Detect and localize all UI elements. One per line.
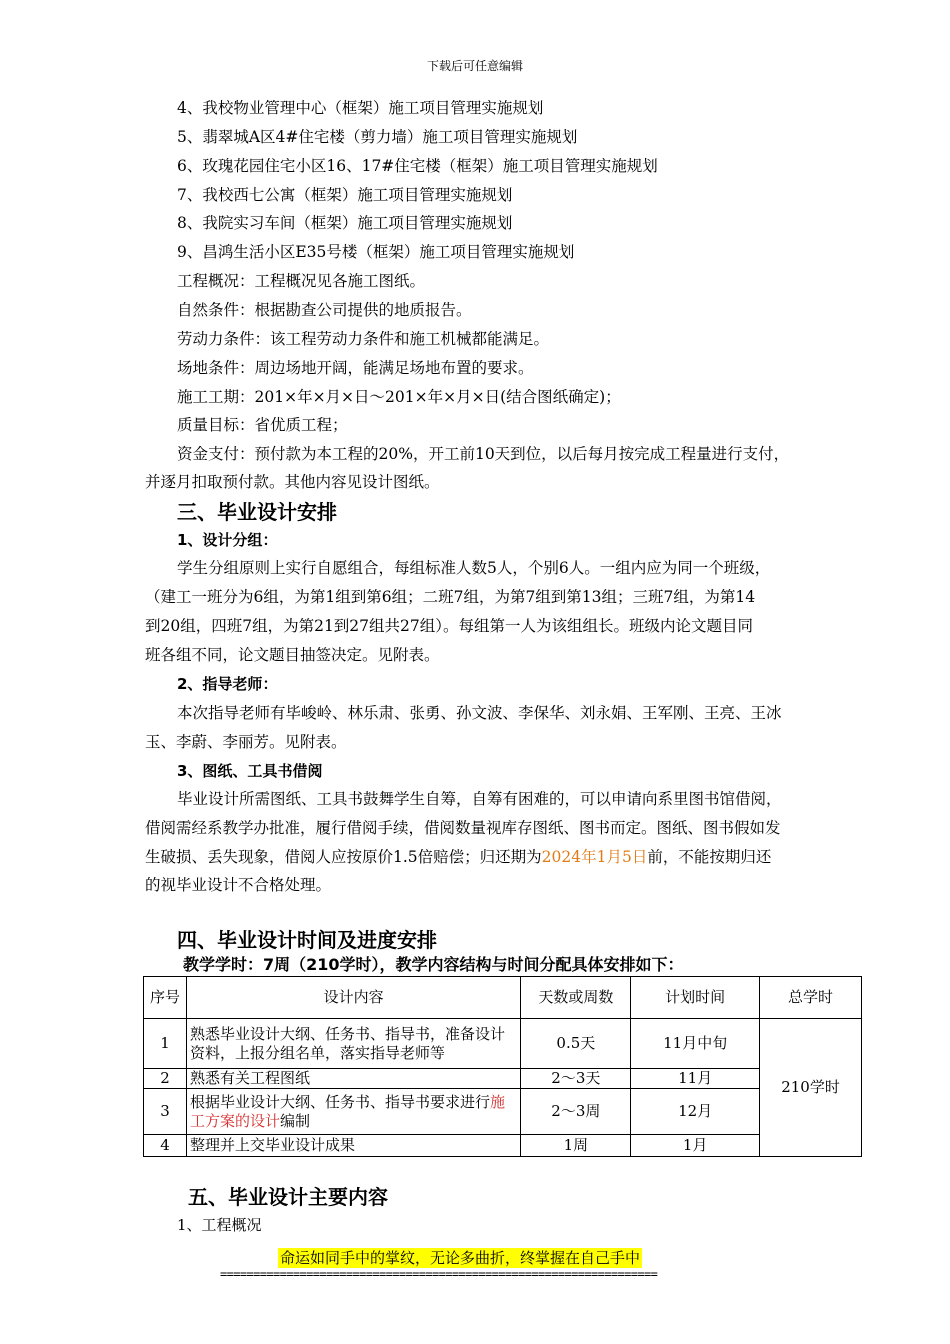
- grouping-line-2: （建工一班分为6组，为第1组到第6组；二班7组，为第7组到第13组；三班7组，为第14: [145, 588, 756, 606]
- section-4-title: 四、毕业设计时间及进度安排: [177, 928, 437, 952]
- borrowing-line-2: 借阅需经系教学办批准，履行借阅手续，借阅数量视库存图纸、图书而定。图纸、图书假如发: [145, 819, 781, 837]
- header-content: 设计内容: [186, 977, 520, 1019]
- row-duration: 0.5天: [521, 1019, 631, 1069]
- section-3-title: 三、毕业设计安排: [177, 500, 337, 524]
- row-content: 整理并上交毕业设计成果: [186, 1135, 520, 1157]
- header-total-hours: 总学时: [760, 977, 862, 1019]
- row-content-pre: 根据毕业设计大纲、任务书、指导书要求进行: [189, 1092, 490, 1111]
- footer-motto: 命运如同手中的掌纹，无论多曲折，终掌握在自己手中: [280, 1249, 641, 1267]
- row-content: 熟悉有关工程图纸: [186, 1069, 520, 1089]
- table-header-row: [144, 977, 862, 1019]
- advisors-line-1: 本次指导老师有毕峻岭、林乐肃、张勇、孙文波、李保华、刘永娟、王军刚、王亮、王冰: [177, 704, 782, 722]
- row-content: [186, 1089, 520, 1135]
- list-item: 5、翡翠城A区4#住宅楼（剪力墙）施工项目管理实施规划: [177, 128, 578, 146]
- borrowing-line-3: [145, 846, 771, 868]
- table-row: [144, 1019, 862, 1069]
- row-content-highlight: 施工方案的设计: [189, 1092, 505, 1130]
- row-no: 1: [144, 1019, 187, 1069]
- project-overview: 工程概况：工程概况见各施工图纸。: [177, 272, 426, 290]
- quality-target: 质量目标：省优质工程；: [177, 416, 348, 434]
- row-no: 3: [144, 1089, 187, 1135]
- list-item: 9、昌鸿生活小区E35号楼（框架）施工项目管理实施规划: [177, 243, 575, 261]
- grouping-line-4: 班各组不同，论文题目抽签决定。见附表。: [145, 646, 440, 664]
- row-no: 4: [144, 1135, 187, 1157]
- row-no: 2: [144, 1069, 187, 1089]
- row-content: 熟悉毕业设计大纲、任务书、指导书，准备设计资料，上报分组名单，落实指导老师等: [186, 1019, 520, 1069]
- construction-period: 施工工期：201×年×月×日～201×年×月×日(结合图纸确定)；: [177, 388, 621, 406]
- row-time: 12月: [631, 1089, 760, 1135]
- grouping-line-3: 到20组，四班7组，为第21到27组共27组）。每组第一人为该组组长。班级内论文题目同: [145, 617, 754, 635]
- advisors-line-2: 玉、李蔚、李丽芳。见附表。: [145, 733, 347, 751]
- natural-conditions: 自然条件：根据勘查公司提供的地质报告。: [177, 301, 472, 319]
- list-item: 7、我校西七公寓（框架）施工项目管理实施规划: [177, 186, 513, 204]
- section-5-item-1: 1、工程概况: [177, 1216, 262, 1234]
- site-conditions: 场地条件：周边场地开阔，能满足场地布置的要求。: [177, 359, 534, 377]
- header-duration: 天数或周数: [521, 977, 631, 1019]
- row-content-post: 编制: [279, 1111, 310, 1130]
- row-time: 11月: [631, 1069, 760, 1089]
- table-row: [144, 1069, 862, 1089]
- header-plan-time: 计划时间: [631, 977, 760, 1019]
- schedule-table: [143, 976, 862, 1157]
- footer-rule: ==================================================================: [220, 1267, 658, 1281]
- return-date: 2024年1月5日: [541, 848, 648, 866]
- subsection-borrowing-title: 3、图纸、工具书借阅: [177, 762, 323, 780]
- borrowing-line-4: 的视毕业设计不合格处理。: [145, 876, 332, 894]
- section-5-title: 五、毕业设计主要内容: [188, 1185, 388, 1209]
- list-item: 4、我校物业管理中心（框架）施工项目管理实施规划: [177, 99, 544, 117]
- payment-line-2: 并逐月扣取预付款。其他内容见设计图纸。: [145, 473, 440, 491]
- borrowing-line-1: 毕业设计所需图纸、工具书鼓舞学生自筹，自筹有困难的，可以申请向系里图书馆借阅，: [177, 790, 782, 808]
- table-row: [144, 1089, 862, 1135]
- labor-conditions: 劳动力条件：该工程劳动力条件和施工机械都能满足。: [177, 330, 550, 348]
- total-hours: 210学时: [760, 1019, 862, 1157]
- row-duration: 2～3周: [521, 1089, 631, 1135]
- borrowing-line-3-pre: 生破损、丢失现象，借阅人应按原价1.5倍赔偿；归还期为: [145, 848, 542, 866]
- table-row: [144, 1135, 862, 1157]
- page-header-note: 下载后可任意编辑: [426, 59, 523, 73]
- row-time: 1月: [631, 1135, 760, 1157]
- list-item: 8、我院实习车间（框架）施工项目管理实施规划: [177, 214, 513, 232]
- grouping-line-1: 学生分组原则上实行自愿组合，每组标准人数5人，个别6人。一组内应为同一个班级，: [177, 559, 771, 577]
- row-time: 11月中旬: [631, 1019, 760, 1069]
- teaching-hours-intro: 教学学时：7周（210学时），教学内容结构与时间分配具体安排如下：: [183, 955, 684, 974]
- header-no: 序号: [144, 977, 187, 1019]
- payment-line-1: 资金支付：预付款为本工程的20%，开工前10天到位，以后每月按完成工程量进行支付，: [177, 445, 790, 463]
- row-duration: 1周: [521, 1135, 631, 1157]
- borrowing-line-3-post: 前，不能按期归还: [647, 848, 772, 866]
- row-duration: 2～3天: [521, 1069, 631, 1089]
- subsection-grouping-title: 1、设计分组：: [177, 531, 278, 549]
- subsection-advisors-title: 2、指导老师：: [177, 675, 278, 693]
- list-item: 6、玫瑰花园住宅小区16、17#住宅楼（框架）施工项目管理实施规划: [177, 157, 658, 175]
